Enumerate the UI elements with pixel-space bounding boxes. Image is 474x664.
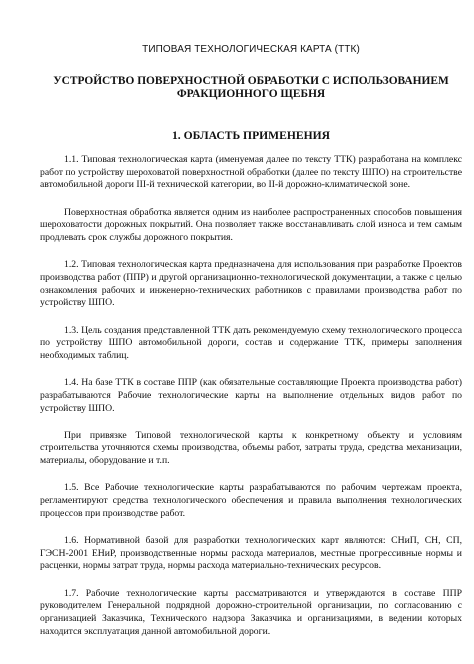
section-heading: 1. ОБЛАСТЬ ПРИМЕНЕНИЯ xyxy=(171,129,331,142)
paragraph-surface-treatment: Поверхностная обработка является одним из наиболее распространенных способов повышения шероховатости дорожных покрытий. Она позволяет также восстанавливать слой износа и тем самым продлевать срок службы дорожного покрытия. xyxy=(40,206,462,244)
document-title: УСТРОЙСТВО ПОВЕРХНОСТНОЙ ОБРАБОТКИ С ИСПОЛЬЗОВАНИЕМ ФРАКЦИОННОГО ЩЕБНЯ xyxy=(53,75,449,100)
paragraph-1-3: 1.3. Цель создания представленной ТТК дать рекомендуемую схему технологического процесса по устройству ШПО автомобильной дороги, состав и содержание ТТК, примеры заполнения необходимых таблиц. xyxy=(40,324,462,361)
paragraph-1-2: 1.2. Типовая технологическая карта предназначена для использования при разработке Проектов производства работ (ППР) и другой организационно-технологической документации, а также с целью ознакомления рабочих и инженерно-технических работников с правилами производства работ по устройству ШПО. xyxy=(40,259,462,309)
paragraph-1-5: 1.5. Все Рабочие технологические карты разрабатываются по рабочим чертежам проекта, регламентируют средства технологического обеспечения и правила выполнения технологических процессов при производстве работ. xyxy=(40,482,462,519)
paragraph-1-7: 1.7. Рабочие технологические карты рассматриваются и утверждаются в составе ППР руководителем Генеральной подрядной дорожно-строительной организации, по согласованию с организацией Заказчика, Технического надзора Заказчика и организациями, в ведении которых находится эксплуатация данной автомобильной дороги. xyxy=(40,587,462,637)
document-type-label: ТИПОВАЯ ТЕХНОЛОГИЧЕСКАЯ КАРТА (ТТК) xyxy=(142,44,360,55)
paragraph-1-6: 1.6. Нормативной базой для разработки технологических карт являются: СНиП, СН, СП, ГЭСН-2001 ЕНиР, производственные нормы расхода материалов, местные прогрессивные нормы и расценки, нормы затрат труда, нормы расхода материально-технических ресурсов. xyxy=(40,534,462,572)
paragraph-binding: При привязке Типовой технологической карты к конкретному объекту и условиям строительства уточняются схемы производства, объемы работ, затраты труда, средства механизации, материалы, оборудование и т.п. xyxy=(40,429,462,467)
paragraph-1-1: 1.1. Типовая технологическая карта (именуемая далее по тексту ТТК) разработана на комплекс работ по устройству шероховатой поверхностной обработки (далее по тексту ШПО) на строительстве автомобильной дороги III-й технической категории, во II-й дорожно-климатической зоне. xyxy=(40,154,462,191)
paragraph-1-4: 1.4. На базе ТТК в составе ППР (как обязательные составляющие Проекта производства работ) разрабатываются Рабочие технологические карты на выполнение отдельных видов работ по устройству ШПО. xyxy=(40,377,462,414)
